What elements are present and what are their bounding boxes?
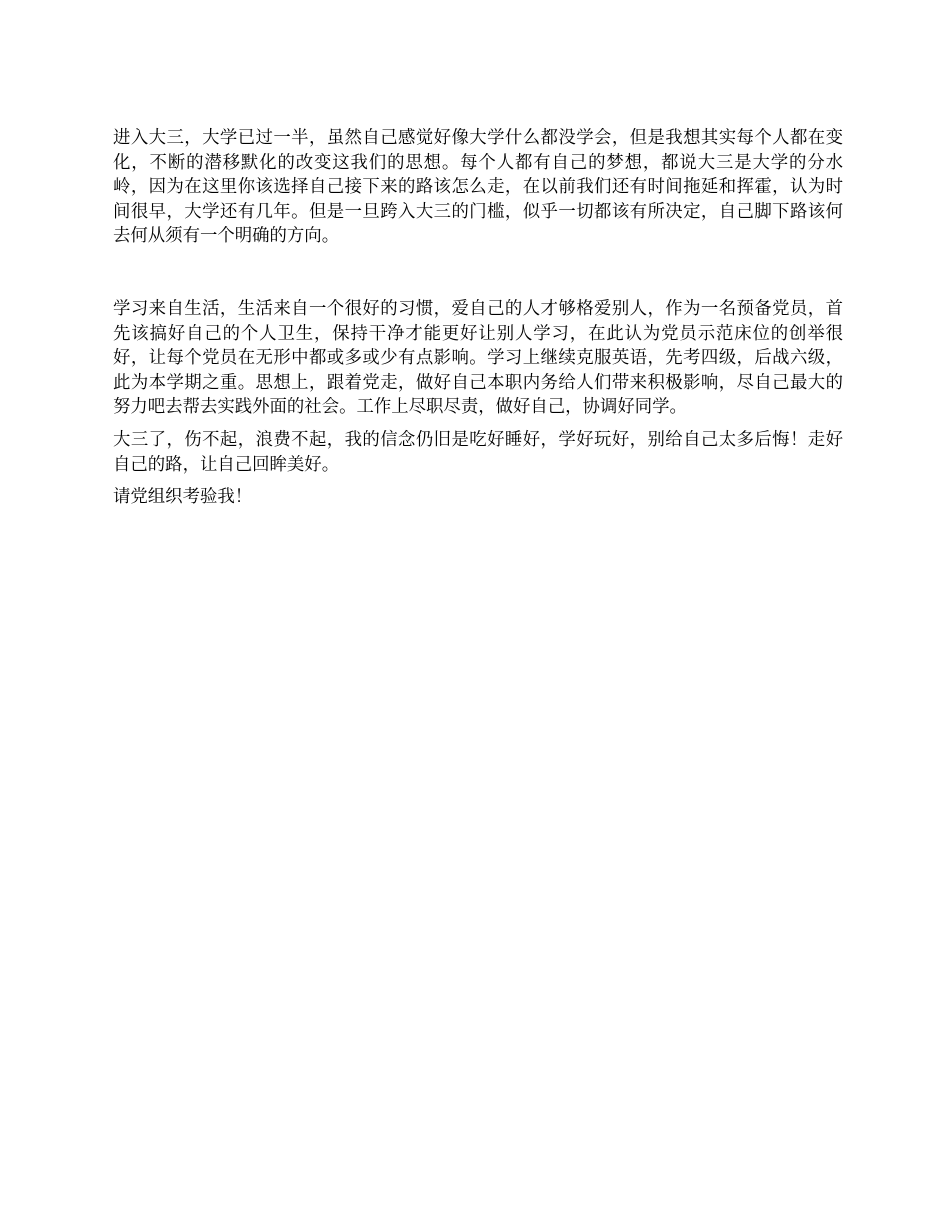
paragraph-intro: 进入大三，大学已过一半，虽然自己感觉好像大学什么都没学会，但是我想其实每个人都在变化，不断的潜移默化的改变这我们的思想。每个人都有自己的梦想，都说大三是大学的分水岭，因为在这里你该选择自己接下来的路该怎么走，在以前我们还有时间拖延和挥霍，认为时间很早，大学还有几年。但是一旦跨入大三的门槛，似乎一切都该有所决定，自己脚下路该何去何从须有一个明确的方向。 [113,128,843,247]
document-body [113,126,843,510]
paragraph-plan: 学习来自生活，生活来自一个很好的习惯，爱自己的人才够格爱别人，作为一名预备党员，首先该搞好自己的个人卫生，保持干净才能更好让别人学习，在此认为党员示范床位的创举很好，让每个党员在无形中都或多或少有点影响。学习上继续克服英语，先考四级，后战六级，此为本学期之重。思想上，跟着党走，做好自己本职内务给人们带来积极影响，尽自己最大的努力吧去帮去实践外面的社会。工作上尽职尽责，做好自己，协调好同学。 [113,298,843,418]
paragraph-closing: 请党组织考验我！ [113,487,253,508]
paragraph-resolve: 大三了，伤不起，浪费不起，我的信念仍旧是吃好睡好，学好玩好，别给自己太多后悔！走好自己的路，让自己回眸美好。 [113,429,843,475]
